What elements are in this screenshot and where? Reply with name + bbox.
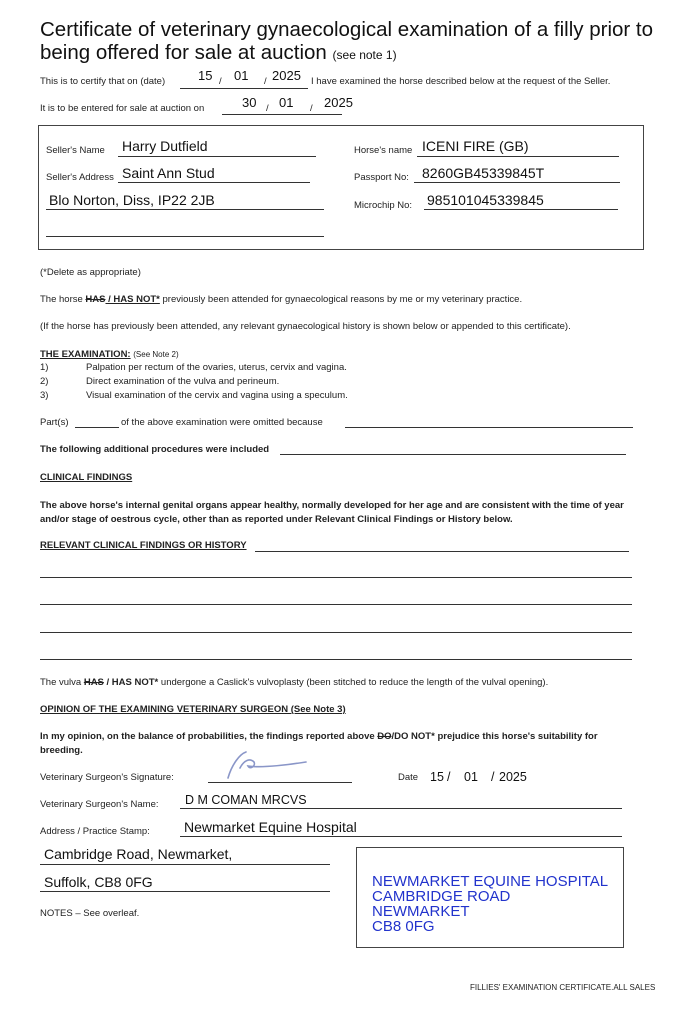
auction-day: 30 — [242, 95, 257, 110]
opinion-heading: OPINION OF THE EXAMINING VETERINARY SURGEON (See Note 3) — [40, 704, 346, 715]
parts-prefix: Part(s) — [40, 417, 69, 428]
certify-suffix: I have examined the horse described below at the request of the Seller. — [311, 76, 611, 87]
clinical-statement: The above horse's internal genital organs appear healthy, normally developed for her age and are consistent with the time of year and/or stage of oestrous cycle, other than as reported under Relevant Clinical Findings or History below. — [40, 500, 624, 525]
opinion-statement: In my opinion, on the balance of probabilities, the findings reported above DO/DO NOT* prejudice this horse's suitability for — [40, 731, 598, 742]
delete-note: (*Delete as appropriate) — [40, 267, 141, 278]
notes: NOTES – See overleaf. — [40, 908, 140, 919]
vet-date-day: 15 — [430, 770, 444, 784]
slash: / — [219, 76, 222, 87]
seller-name-label: Seller's Name — [46, 145, 105, 156]
seller-address-label: Seller's Address — [46, 172, 114, 183]
horse-name-label: Horse's name — [354, 145, 413, 156]
auction-prefix: It is to be entered for sale at auction on — [40, 103, 205, 114]
exam-item-num: 2) — [40, 376, 49, 387]
auction-year: 2025 — [324, 95, 353, 110]
vet-address-2: Cambridge Road, Newmarket, — [44, 846, 233, 862]
slash: / — [491, 770, 495, 784]
vet-date-month: 01 — [464, 770, 478, 784]
stamp-line: CB8 0FG — [372, 918, 435, 935]
parts-mid: of the above examination were omitted because — [121, 417, 323, 428]
exam-item-num: 1) — [40, 362, 49, 373]
exam-item-text: Visual examination of the cervix and vagina using a speculum. — [86, 390, 348, 401]
microchip-number: 985101045339845 — [427, 192, 544, 208]
footer: FILLIES' EXAMINATION CERTIFICATE.ALL SALES — [470, 983, 656, 992]
vet-date-year: 2025 — [499, 770, 527, 784]
vet-address-label: Address / Practice Stamp: — [40, 826, 150, 837]
relevant-heading: RELEVANT CLINICAL FINDINGS OR HISTORY — [40, 540, 247, 551]
seller-name: Harry Dutfield — [122, 138, 208, 154]
history-note: (If the horse has previously been attended, any relevant gynaecological history is shown below or appended to this certificate). — [40, 321, 571, 332]
slash: / — [447, 770, 451, 784]
slash: / — [264, 76, 267, 87]
date-label: Date — [398, 772, 419, 783]
seller-address-2: Blo Norton, Diss, IP22 2JB — [49, 192, 215, 208]
exam-item-text: Direct examination of the vulva and perineum. — [86, 376, 280, 387]
passport-number: 8260GB45339845T — [422, 165, 545, 181]
certify-month: 01 — [234, 68, 249, 83]
passport-label: Passport No: — [354, 172, 409, 183]
exam-item-text: Palpation per rectum of the ovaries, uterus, cervix and vagina. — [86, 362, 347, 373]
stamp-line: NEWMARKET EQUINE HOSPITAL — [372, 873, 609, 890]
attended-statement: The horse HAS / HAS NOT* previously been attended for gynaecological reasons by me or my veterinary practice. — [40, 294, 523, 305]
stamp-line: NEWMARKET — [372, 903, 470, 920]
vet-signature — [210, 746, 320, 782]
certify-day: 15 — [198, 68, 213, 83]
vet-address-1: Newmarket Equine Hospital — [184, 819, 357, 835]
title-note: (see note 1) — [332, 48, 397, 62]
horse-name: ICENI FIRE (GB) — [422, 138, 529, 154]
microchip-label: Microchip No: — [354, 200, 413, 211]
signature-label: Veterinary Surgeon's Signature: — [40, 772, 174, 783]
certify-prefix: This is to certify that on (date) — [40, 76, 166, 87]
exam-item-num: 3) — [40, 390, 49, 401]
opinion-line-2: breeding. — [40, 745, 83, 756]
vet-name: D M COMAN MRCVS — [185, 793, 307, 807]
clinical-heading: CLINICAL FINDINGS — [40, 472, 133, 483]
seller-address-1: Saint Ann Stud — [122, 165, 215, 181]
stamp-line: CAMBRIDGE ROAD — [372, 888, 511, 905]
slash: / — [310, 103, 313, 114]
auction-month: 01 — [279, 95, 294, 110]
certify-year: 2025 — [272, 68, 301, 83]
vulva-statement: The vulva HAS / HAS NOT* undergone a Caslick's vulvoplasty (been stitched to reduce the length of the vulval opening). — [40, 677, 549, 688]
slash: / — [266, 103, 269, 114]
vet-name-label: Veterinary Surgeon's Name: — [40, 799, 159, 810]
exam-heading: THE EXAMINATION: (See Note 2) — [40, 349, 179, 360]
vet-address-3: Suffolk, CB8 0FG — [44, 874, 153, 890]
additional-procedures: The following additional procedures were included — [40, 444, 270, 455]
page-title: Certificate of veterinary gynaecological examination of a filly prior to being offered for sale at auction (see note 1) — [40, 18, 654, 64]
